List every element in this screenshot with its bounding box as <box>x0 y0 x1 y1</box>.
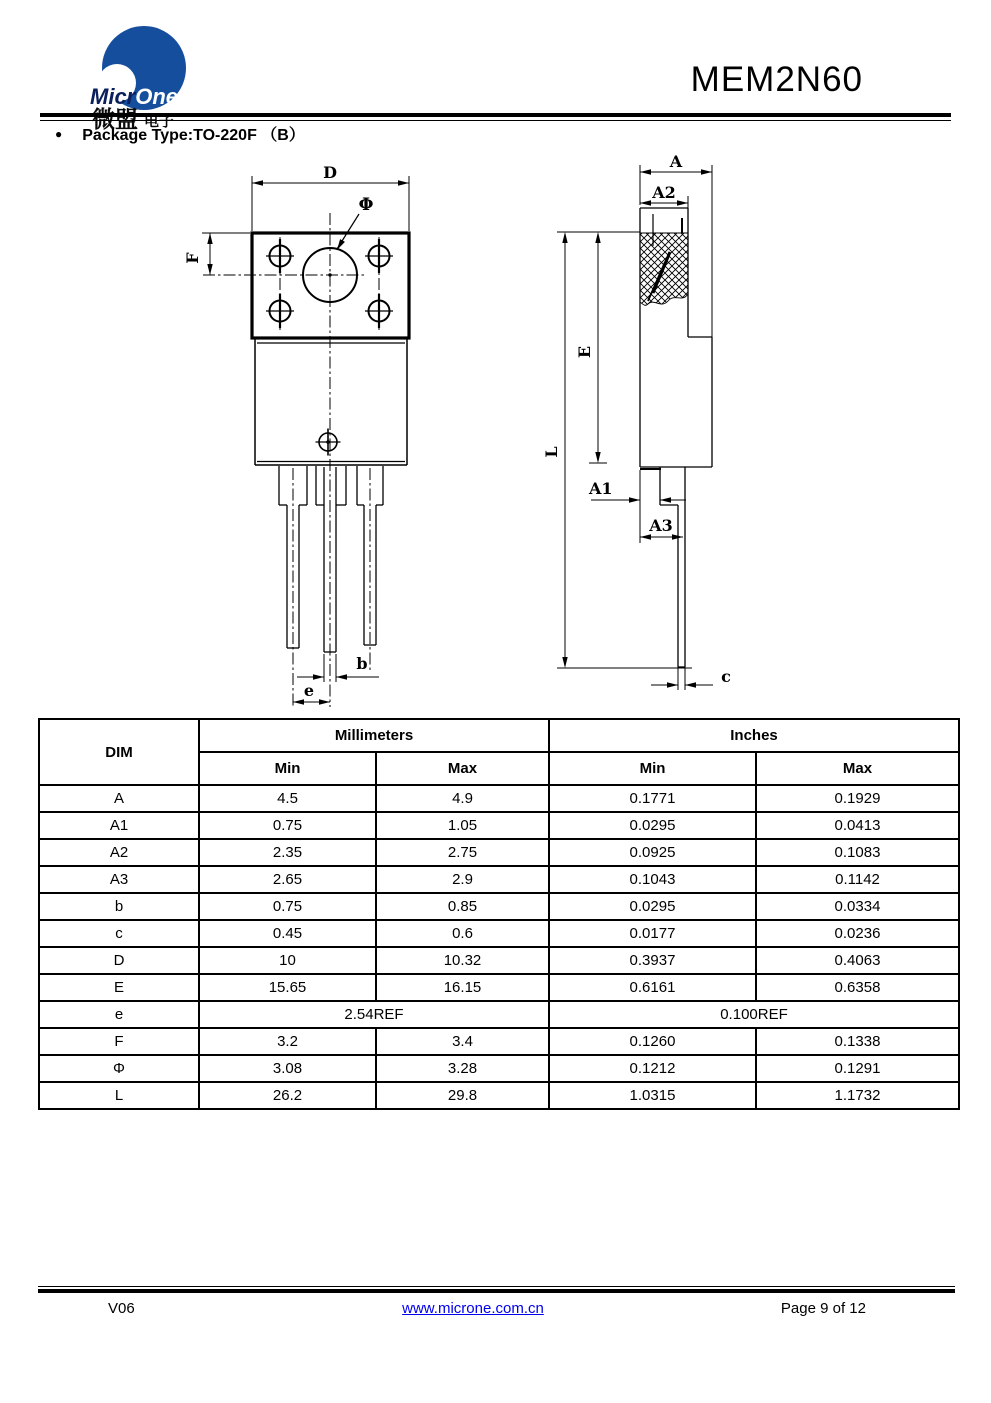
col-header-inches: Inches <box>549 719 959 752</box>
package-type-heading <box>55 122 305 145</box>
dim-label-l: L <box>542 446 561 458</box>
dim-label-f: F <box>183 252 202 264</box>
table-row: A2 2.35 2.75 0.0925 0.1083 <box>39 839 959 866</box>
footer-website-link[interactable]: www.microne.com.cn <box>402 1300 544 1317</box>
table-row: F 3.2 3.4 0.1260 0.1338 <box>39 1028 959 1055</box>
footer-rule <box>38 1286 955 1293</box>
logo-brand-text: MicrOne <box>90 84 179 109</box>
col-header-mm-max: Max <box>376 752 549 785</box>
table-row: D 10 10.32 0.3937 0.4063 <box>39 947 959 974</box>
dim-label-c: c <box>721 667 731 686</box>
footer-version: V06 <box>108 1300 135 1317</box>
dim-label-b: b <box>356 654 368 673</box>
col-header-in-min: Min <box>549 752 756 785</box>
col-header-in-max: Max <box>756 752 959 785</box>
table-row-e-ref: e 2.54REF 0.100REF <box>39 1001 959 1028</box>
dim-label-a3: A3 <box>649 516 673 535</box>
dimension-table-head <box>39 719 959 785</box>
footer-page-number: Page 9 of 12 <box>780 1300 866 1317</box>
table-row: c 0.45 0.6 0.0177 0.0236 <box>39 920 959 947</box>
table-row: Φ 3.08 3.28 0.1212 0.1291 <box>39 1055 959 1082</box>
table-row: A3 2.65 2.9 0.1043 0.1142 <box>39 866 959 893</box>
dimension-table <box>38 718 960 1110</box>
logo-chinese-sub: 电子 <box>144 113 175 130</box>
dim-label-a1: A1 <box>589 479 613 498</box>
dim-label-a2: A2 <box>652 183 676 202</box>
table-row: A1 0.75 1.05 0.0295 0.0413 <box>39 812 959 839</box>
col-header-mm-min: Min <box>199 752 376 785</box>
table-row: E 15.65 16.15 0.6161 0.6358 <box>39 974 959 1001</box>
dim-label-phi: Φ <box>358 195 374 215</box>
col-header-millimeters: Millimeters <box>199 719 549 752</box>
leads <box>279 466 383 652</box>
dim-label-e: e <box>303 681 315 700</box>
bullet-icon: ● <box>55 126 63 141</box>
front-view <box>183 163 409 707</box>
header-rule <box>40 113 951 121</box>
dimension-table-body <box>39 785 959 1109</box>
side-view <box>542 152 731 690</box>
col-header-dim: DIM <box>39 719 199 785</box>
package-drawing <box>0 150 991 720</box>
dim-label-a: A <box>669 152 683 171</box>
package-type-label: Package Type:TO-220F （B） <box>82 127 305 144</box>
table-row: L 26.2 29.8 1.0315 1.1732 <box>39 1082 959 1109</box>
index-hole <box>316 429 341 456</box>
table-row: b 0.75 0.85 0.0295 0.0334 <box>39 893 959 920</box>
dim-label-e2: E <box>575 345 594 359</box>
table-row: A 4.5 4.9 0.1771 0.1929 <box>39 785 959 812</box>
part-number-title: MEM2N60 <box>690 60 863 99</box>
dim-label-d: D <box>323 163 337 182</box>
logo-chinese-main: 微盟 <box>92 106 138 130</box>
